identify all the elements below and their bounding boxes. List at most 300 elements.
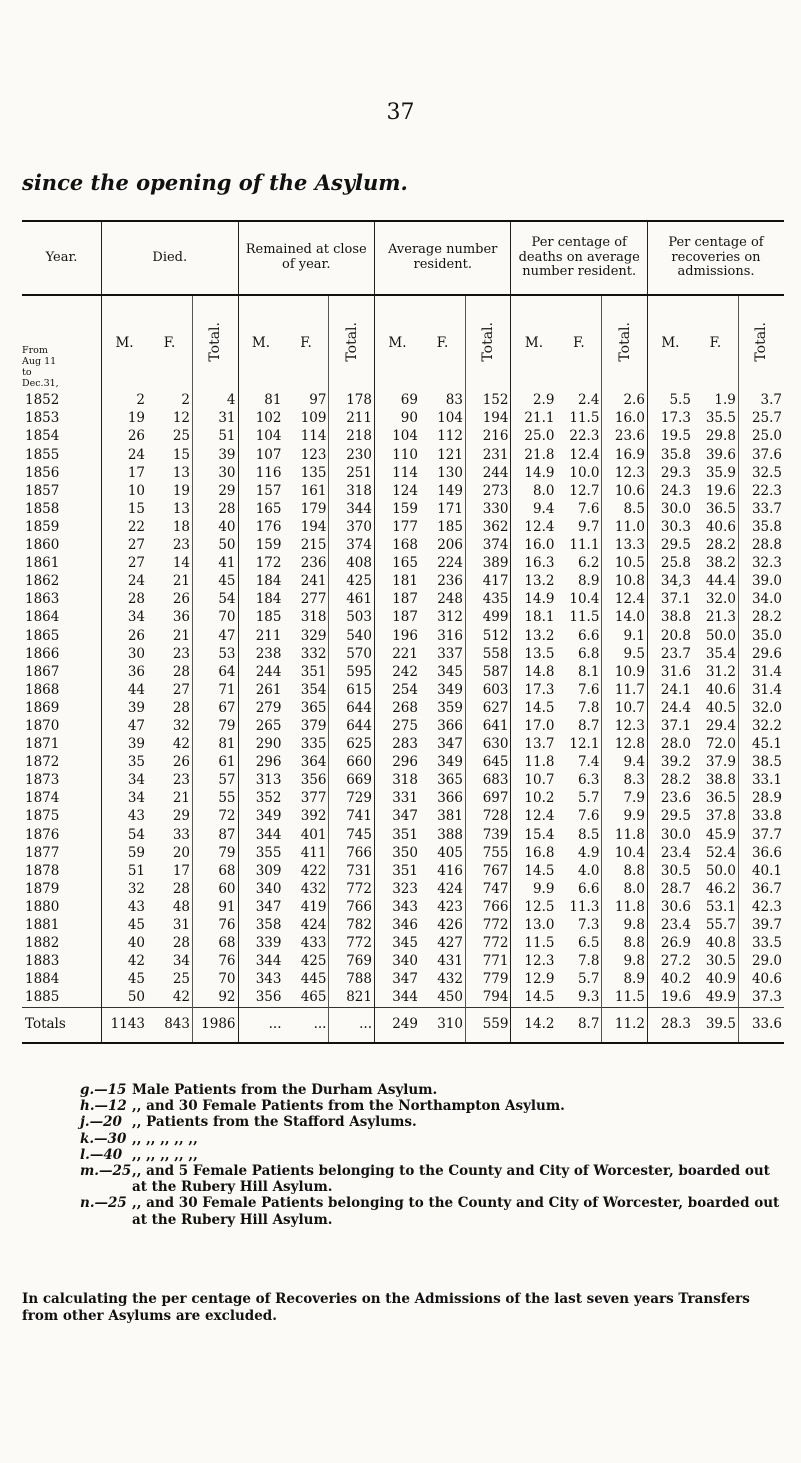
table-cell: 5.5 xyxy=(647,392,692,410)
page-number: 37 xyxy=(386,100,415,125)
table-cell: 29.8 xyxy=(705,428,736,445)
table-cell: 61 xyxy=(193,754,239,772)
table-cell: 11.8 xyxy=(511,754,556,772)
table-cell: 10.2 xyxy=(511,790,556,808)
table-cell: 104 xyxy=(238,428,283,446)
table-cell: 7.8 xyxy=(577,953,600,970)
table-cell: 38.8 xyxy=(705,772,736,789)
table-cell: 24 xyxy=(102,446,147,464)
table-cell: 19.6 xyxy=(705,482,736,499)
table-cell: 24.1 xyxy=(647,682,692,700)
table-cell: 36 xyxy=(102,663,147,681)
table-cell: 392 xyxy=(300,808,327,825)
table-cell: 123 xyxy=(300,446,327,463)
column-header-f xyxy=(147,295,192,392)
table-cell: 10.9 xyxy=(602,663,648,681)
table-row xyxy=(22,682,784,700)
table-cell: 10.4 xyxy=(602,844,648,862)
table-cell: 10.8 xyxy=(602,573,648,591)
table-cell: 8.7 xyxy=(556,1008,601,1044)
table-cell: 346 xyxy=(375,917,420,935)
table-cell: 14.5 xyxy=(511,989,556,1008)
column-header-m xyxy=(511,295,556,392)
year-cell: 1872 xyxy=(25,754,60,771)
table-cell: 323 xyxy=(375,881,420,899)
table-cell: 8.7 xyxy=(577,717,600,734)
table-cell: 37.1 xyxy=(647,591,692,609)
table-cell: 11.3 xyxy=(569,898,600,915)
year-cell: 1871 xyxy=(25,736,60,753)
table-cell: 10.0 xyxy=(569,464,600,481)
table-row xyxy=(22,392,784,410)
table-cell: 25.0 xyxy=(511,428,556,446)
table-cell: 9.1 xyxy=(602,627,648,645)
table-cell: 254 xyxy=(375,682,420,700)
column-header-f xyxy=(420,295,465,392)
column-header-total xyxy=(329,295,375,392)
table-cell: 19.6 xyxy=(647,989,692,1008)
table-cell: 422 xyxy=(300,862,327,879)
footnote xyxy=(80,1114,785,1130)
table-cell: 445 xyxy=(300,971,327,988)
table-cell: 8.3 xyxy=(602,772,648,790)
table-cell: 771 xyxy=(465,953,511,971)
table-cell: 767 xyxy=(465,862,511,880)
table-cell: 558 xyxy=(465,645,511,663)
table-cell: 185 xyxy=(238,609,283,627)
table-cell: 18.1 xyxy=(511,609,556,627)
table-cell: 13.7 xyxy=(511,736,556,754)
column-header-label: Total. xyxy=(207,322,224,363)
table-cell: 843 xyxy=(147,1008,192,1044)
table-cell: 39.5 xyxy=(693,1008,738,1044)
table-cell: 21 xyxy=(172,790,190,807)
table-cell: 11.0 xyxy=(602,519,648,537)
table-cell: 389 xyxy=(465,555,511,573)
table-cell: 37.9 xyxy=(705,754,736,771)
table-cell: 19 xyxy=(172,482,190,499)
table-cell: 31.4 xyxy=(738,682,784,700)
table-cell: ... xyxy=(283,1008,328,1044)
table-cell: 21.1 xyxy=(511,410,556,428)
table-cell: 20.8 xyxy=(647,627,692,645)
table-cell: 48 xyxy=(172,898,190,915)
table-cell: 30 xyxy=(193,464,239,482)
table-cell: 772 xyxy=(329,935,375,953)
table-cell: 17.0 xyxy=(511,718,556,736)
table-cell: 104 xyxy=(437,410,463,427)
table-cell: 416 xyxy=(437,862,463,879)
table-cell: 11.8 xyxy=(602,899,648,917)
table-cell: 12.5 xyxy=(511,899,556,917)
footnote-key: h.—12 xyxy=(80,1098,127,1115)
table-cell: 22.3 xyxy=(569,428,600,445)
table-cell: 312 xyxy=(437,609,463,626)
footnote xyxy=(80,1082,785,1098)
table-cell: 112 xyxy=(437,428,463,445)
table-cell: 340 xyxy=(238,881,283,899)
table-cell: 28.3 xyxy=(647,1008,692,1044)
table-cell: 10.4 xyxy=(569,591,600,608)
column-header-m xyxy=(375,295,420,392)
table-cell: 50 xyxy=(193,537,239,555)
table-cell: 30.6 xyxy=(647,899,692,917)
year-cell: 1880 xyxy=(25,898,60,915)
table-cell: 17.3 xyxy=(647,410,692,428)
table-cell: 29.4 xyxy=(705,717,736,734)
table-cell: 12.9 xyxy=(511,971,556,989)
table-cell: 76 xyxy=(193,917,239,935)
table-cell: 374 xyxy=(329,537,375,555)
table-cell: 107 xyxy=(238,446,283,464)
table-cell: 13.2 xyxy=(511,627,556,645)
table-cell: 374 xyxy=(465,537,511,555)
table-cell: 7.6 xyxy=(577,500,600,517)
table-cell: 14.9 xyxy=(511,464,556,482)
table-cell: 238 xyxy=(238,645,283,663)
table-cell: 31.2 xyxy=(705,663,736,680)
table-cell: 20 xyxy=(172,844,190,861)
table-cell: 29 xyxy=(193,482,239,500)
table-cell: 46.2 xyxy=(705,880,736,897)
footnote-key: k.—30 xyxy=(80,1130,127,1147)
table-cell: 12.3 xyxy=(511,953,556,971)
year-cell: 1874 xyxy=(25,790,60,807)
footnote-key: g.—15 xyxy=(80,1082,127,1098)
column-header-label: F. xyxy=(709,335,722,352)
table-cell: 241 xyxy=(300,573,327,590)
column-header-label: M. xyxy=(524,335,544,352)
table-cell: 683 xyxy=(465,772,511,790)
table-cell: 194 xyxy=(300,518,327,535)
table-cell: 34.0 xyxy=(738,591,784,609)
footnote-text: ,, and 5 Female Patients belonging to the County and City of Worcester, boarded out at the Rubery Hill Asylum. xyxy=(132,1162,770,1196)
footnote-text: ,, and 30 Female Patients from the Northampton Asylum. xyxy=(132,1098,565,1115)
table-cell: 21.3 xyxy=(705,609,736,626)
table-cell: 17 xyxy=(102,464,147,482)
column-header-label: Total. xyxy=(753,322,770,363)
table-cell: 87 xyxy=(193,826,239,844)
table-cell: 28 xyxy=(172,699,190,716)
table-cell: 30.5 xyxy=(705,953,736,970)
table-cell: 39 xyxy=(102,700,147,718)
year-cell: 1867 xyxy=(25,663,60,680)
table-cell: 8.8 xyxy=(602,862,648,880)
year-cell: 1885 xyxy=(25,989,60,1006)
table-cell: 7.3 xyxy=(577,917,600,934)
table-cell: 37.7 xyxy=(738,826,784,844)
table-cell: 11.8 xyxy=(602,826,648,844)
table-cell: 28.2 xyxy=(738,609,784,627)
footnote-text: ,, and 30 Female Patients belonging to the County and City of Worcester, boarded out at the Rubery Hill Asylum. xyxy=(132,1195,780,1228)
table-cell: 69 xyxy=(375,392,420,410)
table-cell: 161 xyxy=(300,482,327,499)
table-cell: 23 xyxy=(172,645,190,662)
table-cell: 4.0 xyxy=(577,862,600,879)
table-cell: 39 xyxy=(102,736,147,754)
table-cell: 6.3 xyxy=(577,772,600,789)
table-cell: 349 xyxy=(437,681,463,698)
table-cell: 216 xyxy=(465,428,511,446)
table-cell: 50.0 xyxy=(705,862,736,879)
totals-label: Totals xyxy=(22,1008,102,1044)
footnote xyxy=(80,1147,785,1163)
table-cell: 6.5 xyxy=(577,935,600,952)
year-cell: 1870 xyxy=(25,717,60,734)
table-cell: 26 xyxy=(102,627,147,645)
table-cell: 165 xyxy=(375,555,420,573)
table-cell: 8.9 xyxy=(602,971,648,989)
column-header-f xyxy=(556,295,601,392)
table-cell: 4.9 xyxy=(577,844,600,861)
table-cell: 64 xyxy=(193,663,239,681)
table-cell: 43 xyxy=(102,808,147,826)
table-cell: 31 xyxy=(172,917,190,934)
table-cell: 165 xyxy=(238,501,283,519)
table-cell: 32 xyxy=(102,881,147,899)
table-cell: 351 xyxy=(375,862,420,880)
table-cell: 345 xyxy=(375,935,420,953)
table-cell: 344 xyxy=(238,826,283,844)
table-cell: 772 xyxy=(465,917,511,935)
table-cell: 644 xyxy=(329,700,375,718)
table-row xyxy=(22,446,784,464)
table-cell: 30.0 xyxy=(647,501,692,519)
table-cell: 13 xyxy=(172,464,190,481)
table-cell: 81 xyxy=(193,736,239,754)
table-cell: 36.5 xyxy=(705,500,736,517)
table-cell: 33 xyxy=(172,826,190,843)
table-cell: 185 xyxy=(437,518,463,535)
table-cell: 366 xyxy=(437,717,463,734)
table-cell: 244 xyxy=(238,663,283,681)
table-cell: 42 xyxy=(172,989,190,1006)
table-cell: ... xyxy=(238,1008,283,1044)
table-cell: 42 xyxy=(102,953,147,971)
table-cell: 25.7 xyxy=(738,410,784,428)
year-cell: 1854 xyxy=(25,428,60,445)
table-cell: 34 xyxy=(102,790,147,808)
table-cell: 450 xyxy=(437,989,463,1006)
table-row xyxy=(22,772,784,790)
table-cell: 27 xyxy=(102,537,147,555)
column-header-label: F. xyxy=(436,335,449,352)
table-cell: 310 xyxy=(420,1008,465,1044)
year-cell: 1869 xyxy=(25,699,60,716)
table-cell: 265 xyxy=(238,718,283,736)
table-cell: 242 xyxy=(375,663,420,681)
table-cell: 97 xyxy=(309,392,327,409)
column-header-m xyxy=(647,295,692,392)
table-cell: 11.5 xyxy=(569,609,600,626)
table-cell: 83 xyxy=(445,392,463,409)
table-cell: 296 xyxy=(238,754,283,772)
table-cell: 37.3 xyxy=(738,989,784,1008)
table-cell: 176 xyxy=(238,519,283,537)
table-cell: 625 xyxy=(329,736,375,754)
table-cell: 21 xyxy=(172,627,190,644)
table-cell: 16.0 xyxy=(511,537,556,555)
table-cell: 512 xyxy=(465,627,511,645)
table-cell: 14.2 xyxy=(511,1008,556,1044)
table-cell: 15 xyxy=(172,446,190,463)
table-row xyxy=(22,573,784,591)
year-cell: 1857 xyxy=(25,482,60,499)
column-header-m xyxy=(102,295,147,392)
table-cell: 194 xyxy=(465,410,511,428)
table-cell: 184 xyxy=(238,591,283,609)
table-cell: 9.4 xyxy=(602,754,648,772)
footnote-key: j.—20 xyxy=(80,1114,122,1131)
year-header: Year. xyxy=(22,221,102,295)
year-cell: 1875 xyxy=(25,808,60,825)
table-cell: 408 xyxy=(329,555,375,573)
table-row xyxy=(22,917,784,935)
year-cell: 1878 xyxy=(25,862,60,879)
column-header-label: M. xyxy=(115,335,134,352)
table-cell: 339 xyxy=(238,935,283,953)
table-cell: 34 xyxy=(102,609,147,627)
table-cell: 40.2 xyxy=(647,971,692,989)
table-cell: 279 xyxy=(238,700,283,718)
table-cell: 335 xyxy=(300,736,327,753)
table-cell: 49.9 xyxy=(705,989,736,1006)
table-cell: 739 xyxy=(465,826,511,844)
table-cell: 110 xyxy=(375,446,420,464)
table-cell: 32.3 xyxy=(738,555,784,573)
table-cell: 2 xyxy=(181,392,190,409)
table-cell: 70 xyxy=(193,609,239,627)
table-cell: 13.2 xyxy=(511,573,556,591)
table-cell: 26.9 xyxy=(647,935,692,953)
table-cell: 9.8 xyxy=(602,953,648,971)
table-cell: 38.5 xyxy=(738,754,784,772)
table-cell: 23.4 xyxy=(647,917,692,935)
table-cell: 248 xyxy=(437,591,463,608)
table-cell: 615 xyxy=(329,682,375,700)
table-cell: 9.9 xyxy=(602,808,648,826)
table-cell: 22 xyxy=(102,519,147,537)
table-cell: 344 xyxy=(329,501,375,519)
table-row xyxy=(22,808,784,826)
table-cell: 45 xyxy=(193,573,239,591)
column-header-f xyxy=(693,295,738,392)
table-cell: 433 xyxy=(300,935,327,952)
table-cell: 28 xyxy=(102,591,147,609)
table-cell: 1986 xyxy=(193,1008,239,1044)
table-row xyxy=(22,428,784,446)
table-cell: 10.7 xyxy=(602,700,648,718)
table-cell: 32 xyxy=(172,717,190,734)
table-cell: 2.4 xyxy=(577,392,600,409)
table-cell: 50.0 xyxy=(705,627,736,644)
table-cell: 344 xyxy=(238,953,283,971)
table-cell: 8.9 xyxy=(577,573,600,590)
table-cell: 109 xyxy=(300,410,327,427)
table-cell: 3.7 xyxy=(738,392,784,410)
table-cell: 67 xyxy=(193,700,239,718)
year-cell: 1856 xyxy=(25,464,60,481)
table-row xyxy=(22,862,784,880)
table-cell: 351 xyxy=(375,826,420,844)
table-cell: 44.4 xyxy=(705,573,736,590)
table-cell: 11.5 xyxy=(569,410,600,427)
table-row xyxy=(22,501,784,519)
table-cell: 45 xyxy=(102,917,147,935)
table-row xyxy=(22,881,784,899)
year-cell: 1881 xyxy=(25,917,60,934)
table-cell: 31 xyxy=(193,410,239,428)
table-cell: 34 xyxy=(102,772,147,790)
table-cell: 177 xyxy=(375,519,420,537)
year-cell: 1859 xyxy=(25,518,60,535)
table-cell: 351 xyxy=(300,663,327,680)
year-cell: 1876 xyxy=(25,826,60,843)
table-cell: 540 xyxy=(329,627,375,645)
table-cell: 53.1 xyxy=(705,898,736,915)
table-cell: 432 xyxy=(300,880,327,897)
table-cell: 782 xyxy=(329,917,375,935)
table-cell: 277 xyxy=(300,591,327,608)
table-cell: 244 xyxy=(465,464,511,482)
table-cell: 40.9 xyxy=(705,971,736,988)
table-row xyxy=(22,935,784,953)
table-cell: 14.5 xyxy=(511,862,556,880)
table-cell: 35.5 xyxy=(705,410,736,427)
table-cell: 755 xyxy=(465,844,511,862)
table-cell: 211 xyxy=(329,410,375,428)
table-cell: 10.6 xyxy=(602,482,648,500)
table-cell: 660 xyxy=(329,754,375,772)
table-cell: 71 xyxy=(193,682,239,700)
table-cell: 17.3 xyxy=(511,682,556,700)
table-cell: 15 xyxy=(102,501,147,519)
table-cell: 14.0 xyxy=(602,609,648,627)
table-cell: 206 xyxy=(437,537,463,554)
column-header-label: F. xyxy=(573,335,585,352)
table-cell: 36 xyxy=(172,609,190,626)
table-row xyxy=(22,736,784,754)
table-cell: 28.9 xyxy=(738,790,784,808)
table-cell: 728 xyxy=(465,808,511,826)
table-cell: 6.2 xyxy=(577,555,600,572)
table-cell: 27 xyxy=(172,681,190,698)
table-cell: 121 xyxy=(437,446,463,463)
table-cell: 366 xyxy=(437,790,463,807)
table-cell: 25.0 xyxy=(738,428,784,446)
table-cell: 55 xyxy=(193,790,239,808)
table-cell: 51 xyxy=(193,428,239,446)
table-cell: 290 xyxy=(238,736,283,754)
table-cell: 347 xyxy=(375,971,420,989)
table-cell: 766 xyxy=(329,844,375,862)
table-row xyxy=(22,989,784,1008)
table-cell: 465 xyxy=(300,989,327,1006)
table-cell: 149 xyxy=(437,482,463,499)
column-header-label: Total. xyxy=(343,322,360,363)
table-row xyxy=(22,410,784,428)
table-cell: 40.5 xyxy=(705,699,736,716)
table-row xyxy=(22,555,784,573)
table-cell: 114 xyxy=(375,464,420,482)
table-cell: 745 xyxy=(329,826,375,844)
table-cell: 28.7 xyxy=(647,881,692,899)
table-cell: 355 xyxy=(238,844,283,862)
table-cell: 168 xyxy=(375,537,420,555)
table-cell: 28.8 xyxy=(738,537,784,555)
table-cell: 349 xyxy=(437,754,463,771)
table-cell: 184 xyxy=(238,573,283,591)
